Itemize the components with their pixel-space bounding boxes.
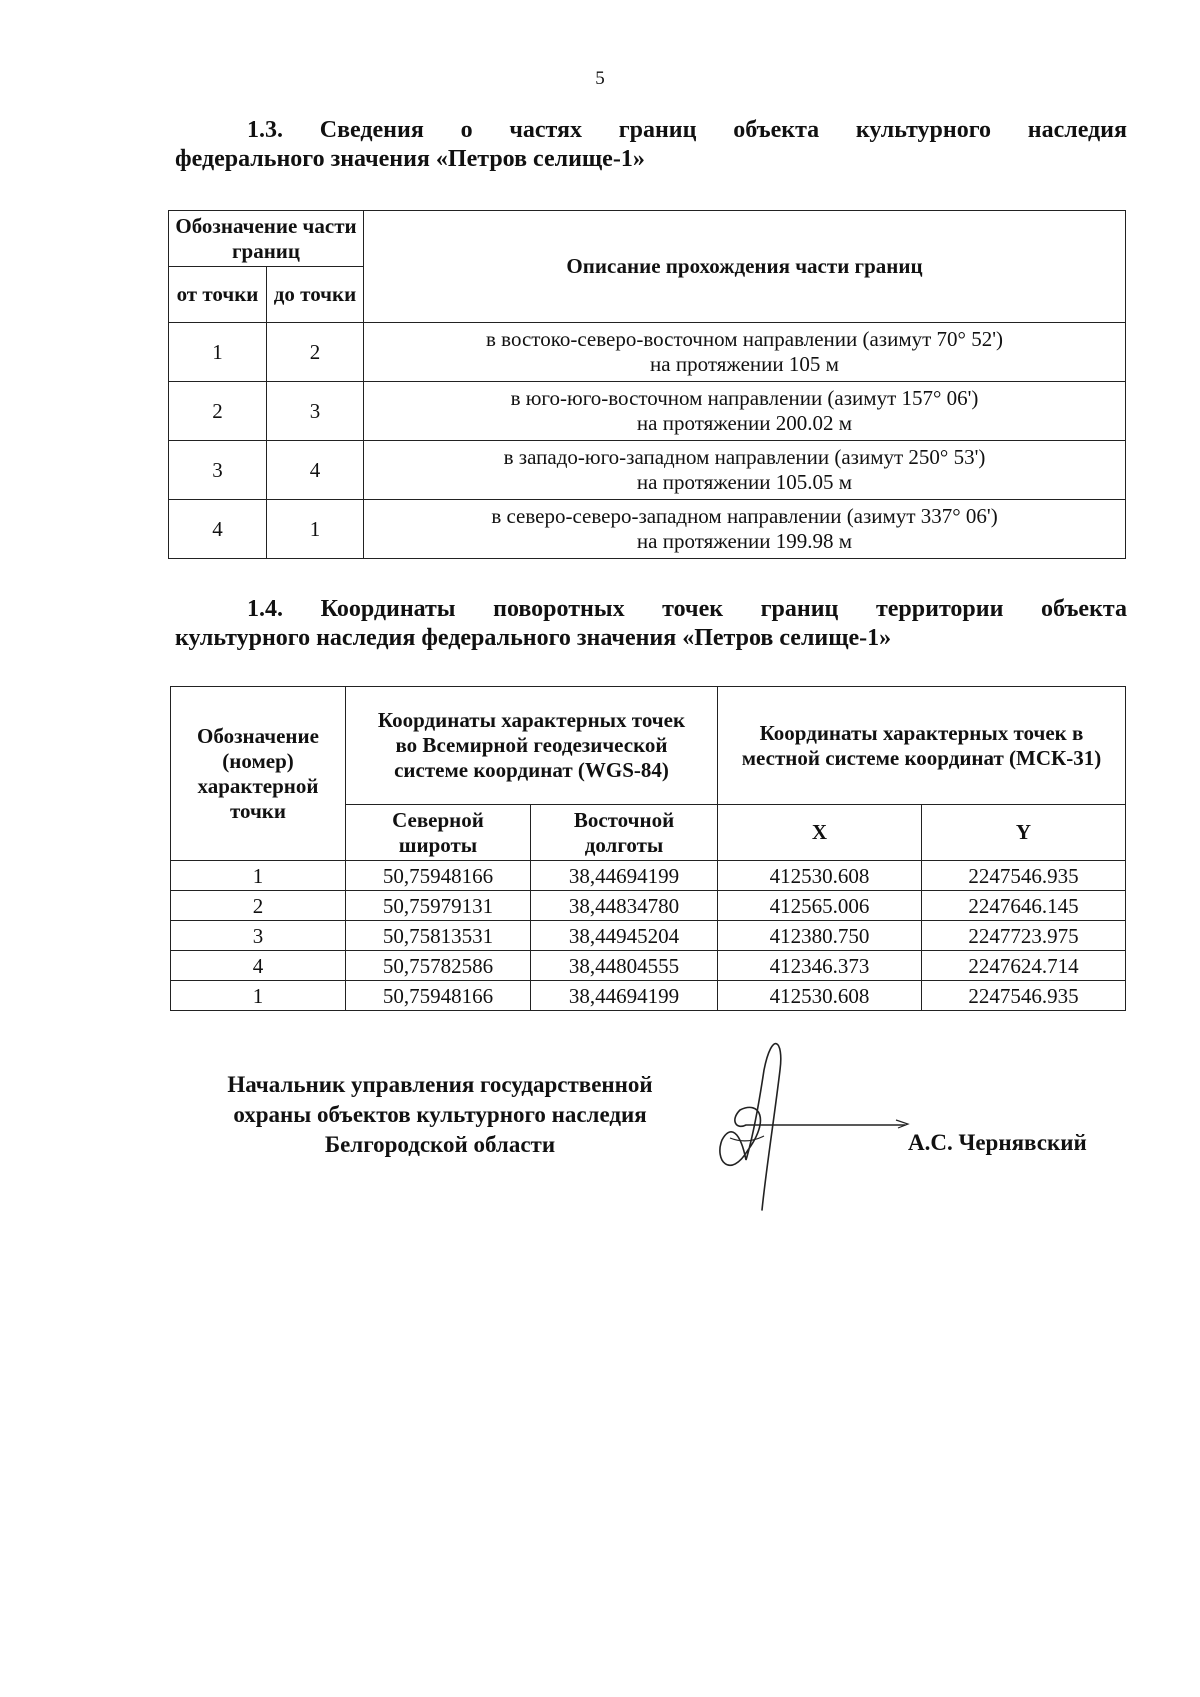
latitude-cell: 50,75948166 <box>346 981 531 1011</box>
table-row <box>171 951 1126 981</box>
position-line: Белгородской области <box>324 1132 556 1157</box>
description-line: на протяжении 199.98 м <box>636 529 853 553</box>
latitude-cell: 50,75813531 <box>346 921 531 951</box>
header-local-system: Координаты характерных точек в местной системе координат (МСК-31) <box>718 687 1126 805</box>
table-row <box>171 891 1126 921</box>
y-cell: 2247646.145 <box>922 891 1126 921</box>
header-to-point: до точки <box>267 267 364 323</box>
point-cell: 3 <box>171 921 346 951</box>
point-cell: 4 <box>171 951 346 981</box>
header-x: X <box>718 805 922 861</box>
longitude-cell: 38,44945204 <box>531 921 718 951</box>
description-cell <box>364 323 1126 382</box>
table-row <box>171 861 1126 891</box>
x-cell: 412530.608 <box>718 861 922 891</box>
from-point-cell: 4 <box>169 500 267 559</box>
heading-line: 1.4. Координаты поворотных точек границ территории объекта <box>247 596 1127 622</box>
table-row <box>169 500 1126 559</box>
y-cell: 2247546.935 <box>922 981 1126 1011</box>
signer-position <box>180 1070 700 1160</box>
header-description: Описание прохождения части границ <box>364 211 1126 323</box>
point-cell: 2 <box>171 891 346 921</box>
boundary-parts-table <box>168 210 1126 559</box>
description-line: на протяжении 105.05 м <box>636 470 853 494</box>
latitude-cell: 50,75782586 <box>346 951 531 981</box>
x-cell: 412530.608 <box>718 981 922 1011</box>
heading-line: 1.3. Сведения о частях границ объекта культурного наследия <box>247 117 1127 143</box>
table-row <box>169 323 1126 382</box>
from-point-cell: 3 <box>169 441 267 500</box>
to-point-cell: 1 <box>267 500 364 559</box>
heading-line: культурного наследия федерального значения «Петров селище-1» <box>175 625 892 651</box>
from-point-cell: 1 <box>169 323 267 382</box>
header-designation: Обозначение части границ <box>169 211 364 267</box>
table-row <box>171 921 1126 951</box>
table-row <box>169 441 1126 500</box>
position-line: Начальник управления государственной <box>227 1072 653 1097</box>
section-heading-1-3 <box>175 116 1127 174</box>
longitude-cell: 38,44834780 <box>531 891 718 921</box>
point-cell: 1 <box>171 861 346 891</box>
header-point: Обозначение (номер) характерной точки <box>171 687 346 861</box>
x-cell: 412346.373 <box>718 951 922 981</box>
x-cell: 412565.006 <box>718 891 922 921</box>
to-point-cell: 2 <box>267 323 364 382</box>
description-line: на протяжении 200.02 м <box>636 411 853 435</box>
description-cell <box>364 441 1126 500</box>
from-point-cell: 2 <box>169 382 267 441</box>
description-line: в северо-северо-западном направлении (азимут 337° 06') <box>491 504 998 528</box>
x-cell: 412380.750 <box>718 921 922 951</box>
description-line: в юго-юго-восточном направлении (азимут 157° 06') <box>510 386 979 410</box>
description-line: в востоко-северо-восточном направлении (азимут 70° 52') <box>486 327 1003 351</box>
point-cell: 1 <box>171 981 346 1011</box>
longitude-cell: 38,44694199 <box>531 861 718 891</box>
signer-name: А.С. Чернявский <box>908 1130 1087 1155</box>
page-number: 5 <box>595 68 605 89</box>
y-cell: 2247624.714 <box>922 951 1126 981</box>
y-cell: 2247546.935 <box>922 861 1126 891</box>
to-point-cell: 4 <box>267 441 364 500</box>
description-line: в западо-юго-западном направлении (азимут 250° 53') <box>503 445 986 469</box>
longitude-cell: 38,44694199 <box>531 981 718 1011</box>
table-row <box>169 382 1126 441</box>
latitude-cell: 50,75979131 <box>346 891 531 921</box>
coordinates-table <box>170 686 1126 1011</box>
latitude-cell: 50,75948166 <box>346 861 531 891</box>
position-line: охраны объектов культурного наследия <box>233 1102 647 1127</box>
table-row <box>171 981 1126 1011</box>
longitude-cell: 38,44804555 <box>531 951 718 981</box>
header-north-latitude: Северной широты <box>346 805 531 861</box>
header-from-point: от точки <box>169 267 267 323</box>
description-cell <box>364 500 1126 559</box>
description-line: на протяжении 105 м <box>650 352 839 376</box>
description-cell <box>364 382 1126 441</box>
handwritten-signature <box>700 1030 920 1230</box>
header-y: Y <box>922 805 1126 861</box>
heading-line: федерального значения «Петров селище-1» <box>175 146 645 172</box>
to-point-cell: 3 <box>267 382 364 441</box>
header-wgs84: Координаты характерных точек во Всемирной геодезической системе координат (WGS-84) <box>346 687 718 805</box>
header-east-longitude: Восточной долготы <box>531 805 718 861</box>
section-heading-1-4 <box>175 595 1127 653</box>
y-cell: 2247723.975 <box>922 921 1126 951</box>
